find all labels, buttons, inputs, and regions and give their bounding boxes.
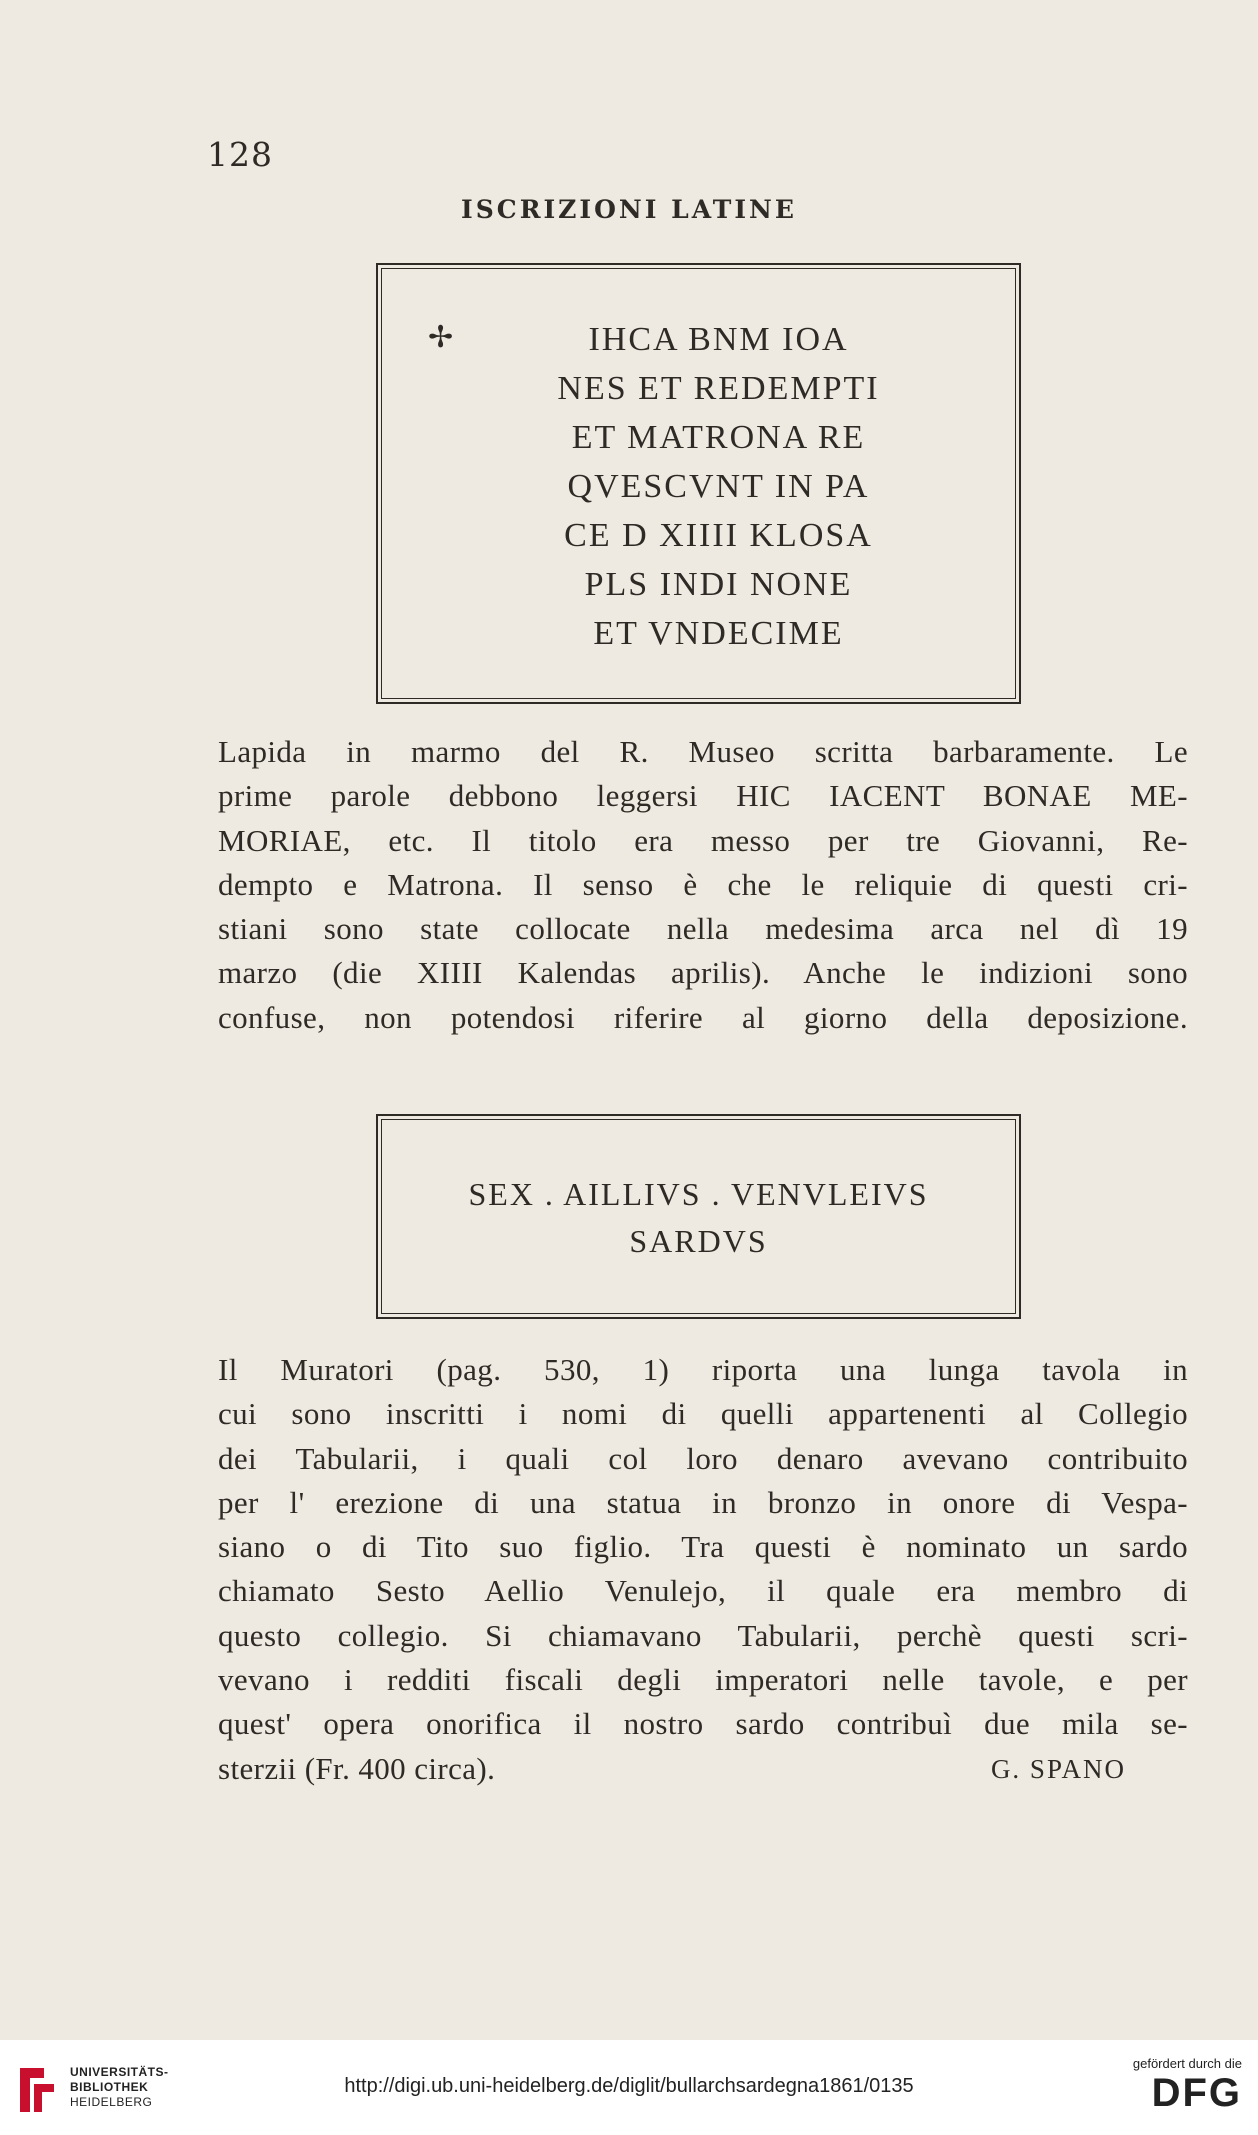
text-line: marzo (die XIIII Kalendas aprilis). Anche le indizioni sono <box>218 955 1188 991</box>
running-head: ISCRIZIONI LATINE <box>461 195 797 224</box>
university-line: BIBLIOTHEK <box>70 2080 149 2094</box>
text-line: per l' erezione di una statua in bronzo in onore di Vespa- <box>218 1484 1188 1520</box>
inscription-line: SEX . AILLIVS . VENVLEIVS <box>468 1176 929 1212</box>
commentary-paragraph-1 <box>218 730 1188 1040</box>
footer-bar <box>0 2040 1258 2135</box>
inscription-line: ET MATRONA RE <box>571 419 866 456</box>
text-line: chiamato Sesto Aellio Venulejo, il quale era membro di <box>218 1573 1188 1609</box>
text-line: dei Tabularii, i quali col loro denaro avevano contribuito <box>218 1440 1188 1476</box>
text-line: confuse, non potendosi riferire al giorno della deposizione. <box>218 999 1188 1035</box>
text-line: quest' opera onorifica il nostro sardo contribuì due mila se- <box>218 1706 1188 1742</box>
text-line: sterzii (Fr. 400 circa). <box>218 1750 496 1786</box>
text-line: vevano i redditi fiscali degli imperatori nelle tavole, e per <box>218 1662 1188 1698</box>
source-url-link[interactable]: http://digi.ub.uni-heidelberg.de/diglit/bullarchsardegna1861/0135 <box>344 2075 914 2097</box>
dfg-credit <box>1133 2056 1242 2115</box>
text-line: prime parole debbono leggersi HIC IACENT BONAE ME- <box>218 778 1188 814</box>
dfg-logo: DFG <box>1151 2071 1242 2115</box>
inscription-line: CE D XIIII KLOSA <box>564 517 873 554</box>
funded-by-label: gefördert durch die <box>1132 2056 1242 2071</box>
university-line: HEIDELBERG <box>70 2095 153 2109</box>
page-number: 128 <box>207 135 273 174</box>
inscription-line: SARDVS <box>629 1223 768 1259</box>
inscription-line: PLS INDI NONE <box>584 566 853 603</box>
commentary-paragraph-2 <box>218 1348 1188 1791</box>
inscription-1-text <box>418 315 1019 658</box>
inscription-line: NES ET REDEMPTI <box>557 370 880 407</box>
text-line: siano o di Tito suo figlio. Tra questi è nominato un sardo <box>218 1529 1188 1565</box>
text-line: Lapida in marmo del R. Museo scritta barbaramente. Le <box>218 734 1188 769</box>
inscription-line: IHCA BNM IOA <box>588 321 849 358</box>
cross-icon: ✢ <box>428 320 454 355</box>
author-signature: G. SPANO <box>990 1753 1126 1784</box>
inscription-box-2 <box>376 1114 1021 1319</box>
text-line: MORIAE, etc. Il titolo era messo per tre Giovanni, Re- <box>218 822 1188 858</box>
text-line: questo collegio. Si chiamavano Tabularii, perchè questi scri- <box>218 1617 1188 1653</box>
text-line: cui sono inscritti i nomi di quelli appartenenti al Collegio <box>218 1396 1188 1432</box>
text-line: dempto e Matrona. Il senso è che le reliquie di questi cri- <box>218 866 1188 902</box>
university-line: UNIVERSITÄTS- <box>70 2065 169 2079</box>
inscription-line: ET VNDECIME <box>593 615 844 652</box>
inscription-2-text <box>378 1171 1019 1265</box>
closing-line <box>218 1747 1188 1791</box>
text-line: stiani sono state collocate nella medesima arca nel dì 19 <box>218 911 1188 947</box>
inscription-line: QVESCVNT IN PA <box>567 468 870 505</box>
inscription-box-1 <box>376 263 1021 704</box>
text-line: Il Muratori (pag. 530, 1) riporta una lunga tavola in <box>218 1352 1188 1387</box>
